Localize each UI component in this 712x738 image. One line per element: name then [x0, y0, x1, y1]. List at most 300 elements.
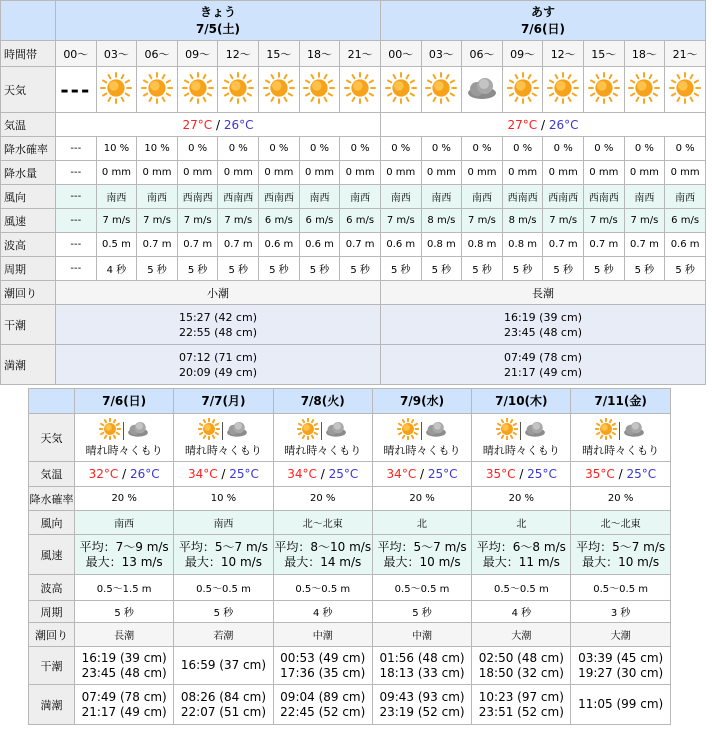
rain-probability-cell	[462, 137, 503, 161]
wave-period-value: 5 秒	[472, 265, 492, 276]
week-wind-speed-cell	[273, 535, 372, 575]
week-high-tide-time: 08:26 (84 cm)	[180, 689, 267, 704]
day-date: 7/6(日)	[520, 21, 565, 36]
wave-height-value: 0.7 m	[548, 239, 578, 250]
rain-probability-value: 0 %	[188, 143, 208, 154]
rain-probability-cell	[340, 137, 381, 161]
rain-probability-cell	[218, 137, 259, 161]
week-weather-cell	[75, 414, 174, 462]
time-slot	[96, 41, 137, 67]
week-wind-max: 最大：11 m/s	[482, 554, 560, 569]
wind-direction-cell	[543, 185, 584, 209]
wave-height-value: 0.6 m	[670, 239, 700, 250]
weather-row	[1, 67, 706, 113]
wind-direction-value: ---	[70, 191, 82, 202]
wind-direction-cell	[299, 185, 340, 209]
week-wave-height-cell	[571, 575, 670, 601]
rain-probability-value: 0 %	[594, 143, 614, 154]
week-low-tide-time: 02:50 (48 cm)	[478, 650, 564, 665]
wave-height-cell	[137, 233, 178, 257]
wind-direction-value: 南西	[634, 193, 655, 204]
week-wave-period-cell	[273, 601, 372, 623]
wave-period-value: 5 秒	[634, 265, 655, 276]
wave-period-value: 5 秒	[309, 265, 330, 276]
time-slot	[56, 41, 97, 67]
week-wind-max: 最大：10 m/s	[582, 554, 660, 569]
week-date: 7/11(金)	[594, 393, 647, 408]
rain-amount-cell	[421, 161, 462, 185]
week-rain-probability-row	[29, 487, 671, 511]
high-tide-cell	[56, 345, 381, 385]
week-wind-speed-cell	[571, 535, 670, 575]
wave-period-cell	[665, 257, 706, 281]
time-slot-text: 00～	[63, 47, 89, 61]
weather-cell	[96, 67, 137, 113]
rain-probability-cell	[421, 137, 462, 161]
week-low-tide-time: 18:50 (32 cm)	[478, 665, 564, 680]
temp-low: 26°C	[548, 117, 579, 132]
wave-period-cell	[584, 257, 625, 281]
rain-amount-cell	[137, 161, 178, 185]
temp-high: 27°C	[507, 117, 538, 132]
wind-direction-cell	[218, 185, 259, 209]
wind-speed-value: 8 m/s	[508, 215, 537, 226]
wave-period-cell	[299, 257, 340, 281]
rain-probability-value: 0 %	[472, 143, 492, 154]
week-temp-low: 26°C	[129, 467, 160, 481]
rain-probability-cell	[380, 137, 421, 161]
week-wind-average: 平均：8～10 m/s	[274, 539, 372, 554]
wind-direction-cell	[502, 185, 543, 209]
week-weather-cell	[174, 414, 273, 462]
week-tide-type-cell	[174, 623, 273, 647]
week-wave-height-value: 0.5～0.5 m	[295, 584, 351, 595]
week-temperature-cell	[571, 462, 670, 487]
wind-speed-value: 7 m/s	[183, 215, 212, 226]
rain-amount-cell	[259, 161, 300, 185]
time-slot-text: 09～	[185, 47, 211, 61]
wave-height-cell	[299, 233, 340, 257]
week-weather-cell	[571, 414, 670, 462]
row-label-text: 周期	[4, 262, 26, 276]
week-row-label-text: 気温	[40, 468, 63, 481]
week-weather-text: 晴れ時々くもり	[383, 443, 461, 457]
week-weather-text: 晴れ時々くもり	[184, 443, 262, 457]
sun-cloud-icon	[99, 418, 150, 444]
week-row-label-low_tide	[29, 647, 75, 685]
sun-icon	[547, 72, 579, 108]
week-row-label-text: 波高	[40, 581, 63, 595]
wind-direction-value: 南西	[471, 193, 492, 204]
wind-speed-value: 6 m/s	[305, 215, 334, 226]
time-slot-text: 06～	[144, 47, 170, 61]
time-slot-text: 12～	[550, 47, 576, 61]
week-weather-cell	[372, 414, 471, 462]
rain-amount-cell	[96, 161, 137, 185]
week-wave-period-value: 5 秒	[114, 608, 134, 619]
weather-cell	[543, 67, 584, 113]
wave-period-cell	[462, 257, 503, 281]
rain-probability-cell	[584, 137, 625, 161]
week-temp-low: 25°C	[427, 467, 458, 481]
rain-probability-cell	[56, 137, 97, 161]
week-row-label-wind_dir	[29, 511, 75, 535]
wind-direction-value: 南西	[675, 193, 696, 204]
wave-period-cell	[624, 257, 665, 281]
rain-amount-cell	[665, 161, 706, 185]
row-label-time	[1, 41, 56, 67]
wave-height-cell	[584, 233, 625, 257]
week-high-tide-time: 09:04 (89 cm)	[280, 689, 366, 704]
low-tide-time: 15:27 (42 cm)	[178, 310, 257, 324]
wind-direction-cell	[259, 185, 300, 209]
week-date: 7/7(月)	[201, 393, 246, 408]
row-label-text: 潮回り	[4, 286, 37, 300]
rain-amount-cell	[177, 161, 218, 185]
rain-amount-value: 0 mm	[589, 167, 619, 178]
wave-height-value: 0.8 m	[467, 239, 497, 250]
week-tide-type-cell	[75, 623, 174, 647]
wave-height-cell	[380, 233, 421, 257]
rain-amount-value: 0 mm	[142, 167, 172, 178]
week-temp-separator: /	[118, 467, 130, 481]
wind-direction-value: 西南西	[588, 193, 619, 204]
low-tide-time: 22:55 (48 cm)	[178, 325, 257, 339]
wind-direction-cell	[584, 185, 625, 209]
wind-speed-cell	[380, 209, 421, 233]
week-high-tide-time: 23:51 (52 cm)	[478, 704, 564, 719]
high-tide-time: 20:09 (49 cm)	[178, 365, 257, 379]
wave-height-row	[1, 233, 706, 257]
wave-period-value: 5 秒	[512, 265, 533, 276]
week-wind-speed-cell	[372, 535, 471, 575]
sun-icon	[222, 72, 254, 108]
week-row-label-text: 干潮	[40, 659, 63, 673]
week-high-tide-time: 22:07 (51 cm)	[180, 704, 267, 719]
week-high-tide-cell	[75, 685, 174, 725]
weather-missing: ---	[60, 77, 92, 102]
wind-speed-cell	[96, 209, 137, 233]
rain-probability-value: 0 %	[431, 143, 451, 154]
row-label-text: 気温	[4, 118, 26, 132]
wave-height-cell	[665, 233, 706, 257]
week-wind-direction-value: 南西	[114, 519, 135, 530]
week-row-label-rain_prob	[29, 487, 75, 511]
weather-cell	[380, 67, 421, 113]
high-tide-cell	[380, 345, 705, 385]
row-label-low_tide	[1, 305, 56, 345]
wave-period-cell	[543, 257, 584, 281]
rain-amount-cell	[502, 161, 543, 185]
sun-icon	[425, 72, 457, 108]
week-wind-average: 平均：6～8 m/s	[476, 539, 566, 554]
week-weather-text: 晴れ時々くもり	[582, 443, 660, 457]
wave-height-value: 0.7 m	[142, 239, 172, 250]
week-temp-low: 25°C	[626, 467, 657, 481]
weather-cell	[56, 67, 97, 113]
temp-separator: /	[212, 117, 224, 132]
rain-probability-row	[1, 137, 706, 161]
week-wave-height-cell	[75, 575, 174, 601]
row-label-text: 天気	[4, 83, 26, 97]
weather-cell	[299, 67, 340, 113]
rain-amount-value: 0 mm	[264, 167, 294, 178]
week-date-header	[372, 389, 471, 414]
week-wind-direction-value: 北～北東	[600, 519, 641, 530]
row-label-wind_speed	[1, 209, 56, 233]
week-weather-row	[29, 414, 671, 462]
wave-period-value: 5 秒	[390, 265, 411, 276]
week-low-tide-time: 00:53 (49 cm)	[280, 650, 366, 665]
wave-period-value: 5 秒	[187, 265, 208, 276]
wave-height-value: 0.7 m	[589, 239, 619, 250]
sun-cloud-icon	[595, 418, 646, 444]
wave-period-cell	[421, 257, 462, 281]
week-high-tide-time: 11:05 (99 cm)	[578, 697, 664, 711]
week-wind-max: 最大：10 m/s	[184, 554, 262, 569]
weather-cell	[462, 67, 503, 113]
wind-speed-cell	[584, 209, 625, 233]
week-low-tide-time: 03:39 (45 cm)	[578, 650, 664, 665]
wave-period-value: 5 秒	[431, 265, 452, 276]
week-weather-cell	[472, 414, 571, 462]
week-rain-probability-value: 20 %	[508, 493, 535, 504]
week-weather-cell	[273, 414, 372, 462]
week-wind-direction-cell	[372, 511, 471, 535]
week-tide-type-row	[29, 623, 671, 647]
week-date-header	[273, 389, 372, 414]
tide-type-cell	[56, 281, 381, 305]
wind-direction-cell	[665, 185, 706, 209]
rain-amount-value: ---	[70, 167, 82, 178]
row-label-tide_type	[1, 281, 56, 305]
temperature-cell	[56, 113, 381, 137]
week-temp-separator: /	[416, 467, 428, 481]
week-date: 7/8(火)	[300, 393, 345, 408]
wind-speed-row	[1, 209, 706, 233]
week-rain-probability-cell	[75, 487, 174, 511]
wave-height-value: 0.6 m	[305, 239, 334, 250]
rain-probability-cell	[299, 137, 340, 161]
week-temperature-cell	[273, 462, 372, 487]
week-high-tide-cell	[174, 685, 273, 725]
wind-speed-value: 6 m/s	[264, 215, 293, 226]
rain-probability-value: 0 %	[309, 143, 329, 154]
week-rain-probability-value: 10 %	[210, 493, 237, 504]
row-label-text: 波高	[4, 238, 26, 252]
weather-cell	[502, 67, 543, 113]
week-wind-max: 最大：14 m/s	[284, 554, 362, 569]
row-label-period	[1, 257, 56, 281]
rain-amount-cell	[462, 161, 503, 185]
week-date: 7/10(木)	[495, 393, 548, 408]
rain-probability-value: 0 %	[269, 143, 289, 154]
wave-period-value: 5 秒	[594, 265, 614, 276]
week-high-tide-cell	[472, 685, 571, 725]
week-wind-direction-cell	[273, 511, 372, 535]
week-row-label-text: 降水確率	[29, 492, 74, 506]
week-row-label-tide_type	[29, 623, 75, 647]
low-tide-time: 23:45 (48 cm)	[503, 325, 582, 339]
week-tide-type-cell	[372, 623, 471, 647]
wave-period-value: ---	[70, 263, 82, 274]
time-slot-text: 00～	[388, 47, 414, 61]
time-slot	[421, 41, 462, 67]
weather-cell	[137, 67, 178, 113]
week-temperature-cell	[75, 462, 174, 487]
week-wave-period-value: 4 秒	[511, 608, 532, 619]
week-temp-high: 32°C	[88, 467, 119, 481]
week-row-label-text: 風向	[40, 516, 63, 530]
time-slot	[502, 41, 543, 67]
week-wind-average: 平均：5～7 m/s	[178, 539, 268, 554]
week-high-tide-row	[29, 685, 671, 725]
week-temp-low: 25°C	[229, 467, 259, 481]
time-slot	[218, 41, 259, 67]
wind-direction-value: 南西	[309, 193, 330, 204]
wave-period-value: 5 秒	[553, 265, 573, 276]
week-wind-direction-value: 北～北東	[302, 519, 343, 530]
high-tide-time: 07:12 (71 cm)	[178, 350, 257, 364]
wind-speed-cell	[218, 209, 259, 233]
rain-probability-value: 0 %	[675, 143, 695, 154]
week-wave-height-cell	[472, 575, 571, 601]
row-label-text: 風向	[4, 190, 26, 204]
week-row-label-period	[29, 601, 75, 623]
time-slot	[299, 41, 340, 67]
temperature-cell	[380, 113, 705, 137]
time-slot	[543, 41, 584, 67]
wave-period-cell	[259, 257, 300, 281]
wave-height-cell	[543, 233, 584, 257]
rain-probability-cell	[624, 137, 665, 161]
wave-height-cell	[421, 233, 462, 257]
week-wind-direction-value: 北	[417, 519, 428, 530]
tide-type-value: 長潮	[531, 286, 554, 300]
rain-probability-value: 0 %	[553, 143, 573, 154]
wave-period-value: 5 秒	[675, 265, 695, 276]
wind-direction-value: 南西	[390, 193, 411, 204]
day-date: 7/5(土)	[195, 21, 241, 36]
week-low-tide-cell	[472, 647, 571, 685]
week-wind-direction-cell	[75, 511, 174, 535]
sun-cloud-icon	[496, 418, 547, 444]
week-low-tide-time: 16:59 (37 cm)	[180, 658, 267, 672]
rain-amount-cell	[380, 161, 421, 185]
day-label: きょう	[199, 4, 236, 19]
row-label-wind_dir	[1, 185, 56, 209]
wave-height-value: 0.7 m	[630, 239, 659, 250]
wave-period-value: 4 秒	[106, 265, 127, 276]
week-row-label-high_tide	[29, 685, 75, 725]
rain-probability-cell	[259, 137, 300, 161]
wind-direction-cell	[340, 185, 381, 209]
week-weather-text: 晴れ時々くもり	[284, 443, 362, 457]
weather-cell	[218, 67, 259, 113]
low-tide-row	[1, 305, 706, 345]
wind-direction-value: 西南西	[548, 193, 579, 204]
week-wind-direction-value: 北	[516, 519, 527, 530]
row-label-text: 風速	[4, 214, 26, 228]
week-wave-period-value: 5 秒	[412, 608, 432, 619]
week-rain-probability-value: 20 %	[111, 493, 137, 504]
week-low-tide-time: 16:19 (39 cm)	[81, 650, 167, 665]
wind-speed-cell	[340, 209, 381, 233]
week-row-label-wave	[29, 575, 75, 601]
week-date-header	[75, 389, 174, 414]
wave-period-value: 5 秒	[147, 265, 167, 276]
week-wind-direction-row	[29, 511, 671, 535]
wave-height-value: 0.6 m	[264, 239, 294, 250]
week-weather-text: 晴れ時々くもり	[482, 443, 560, 457]
week-low-tide-row	[29, 647, 671, 685]
rain-amount-cell	[299, 161, 340, 185]
week-temp-high: 35°C	[485, 467, 516, 481]
high-tide-time: 21:17 (49 cm)	[503, 365, 582, 379]
tide-type-row	[1, 281, 706, 305]
week-weather-text: 晴れ時々くもり	[85, 443, 163, 457]
week-low-tide-time: 18:13 (33 cm)	[379, 665, 465, 680]
week-wave-height-value: 0.5～0.5 m	[593, 584, 648, 595]
week-row-label-weather	[29, 414, 75, 462]
wave-period-cell	[56, 257, 97, 281]
week-row-label-text: 風速	[40, 548, 63, 562]
low-tide-cell	[380, 305, 705, 345]
wave-period-value: 5 秒	[350, 265, 370, 276]
week-high-tide-time: 23:19 (52 cm)	[379, 704, 465, 719]
wind-direction-value: 西南西	[223, 193, 254, 204]
week-rain-probability-cell	[174, 487, 273, 511]
week-rain-probability-cell	[372, 487, 471, 511]
week-temperature-cell	[372, 462, 471, 487]
wind-speed-value: 6 m/s	[346, 215, 375, 226]
high-tide-time: 07:49 (78 cm)	[503, 350, 582, 364]
wave-height-value: 0.5 m	[102, 239, 131, 250]
week-date-header	[571, 389, 670, 414]
week-wind-average: 平均：7～9 m/s	[79, 539, 169, 554]
wind-speed-value: 7 m/s	[386, 215, 415, 226]
wave-period-row	[1, 257, 706, 281]
temp-separator: /	[537, 117, 549, 132]
week-wind-speed-cell	[75, 535, 174, 575]
wave-period-cell	[340, 257, 381, 281]
week-temp-high: 34°C	[187, 467, 218, 481]
week-high-tide-time: 07:49 (78 cm)	[81, 689, 167, 704]
wind-speed-value: 7 m/s	[549, 215, 578, 226]
week-date-row	[29, 389, 671, 414]
time-slot-text: 03～	[428, 47, 454, 61]
week-tide-type-value: 長潮	[114, 631, 135, 642]
wave-height-value: 0.7 m	[345, 239, 375, 250]
row-label-text: 時間帯	[4, 47, 37, 61]
wave-height-cell	[259, 233, 300, 257]
temp-high: 27°C	[182, 117, 213, 132]
time-slot	[177, 41, 218, 67]
time-slot-text: 06～	[469, 47, 495, 61]
rain-probability-value: 0 %	[513, 143, 533, 154]
week-high-tide-time: 21:17 (49 cm)	[81, 704, 167, 719]
time-slot	[624, 41, 665, 67]
temperature-row	[1, 113, 706, 137]
week-tide-type-value: 中潮	[412, 631, 433, 642]
week-tide-type-value: 大潮	[511, 631, 532, 642]
wave-height-cell	[56, 233, 97, 257]
weather-cell	[624, 67, 665, 113]
week-high-tide-time: 09:43 (93 cm)	[379, 689, 465, 704]
day-label: あす	[530, 4, 555, 19]
week-tide-type-cell	[273, 623, 372, 647]
wind-direction-cell	[137, 185, 178, 209]
